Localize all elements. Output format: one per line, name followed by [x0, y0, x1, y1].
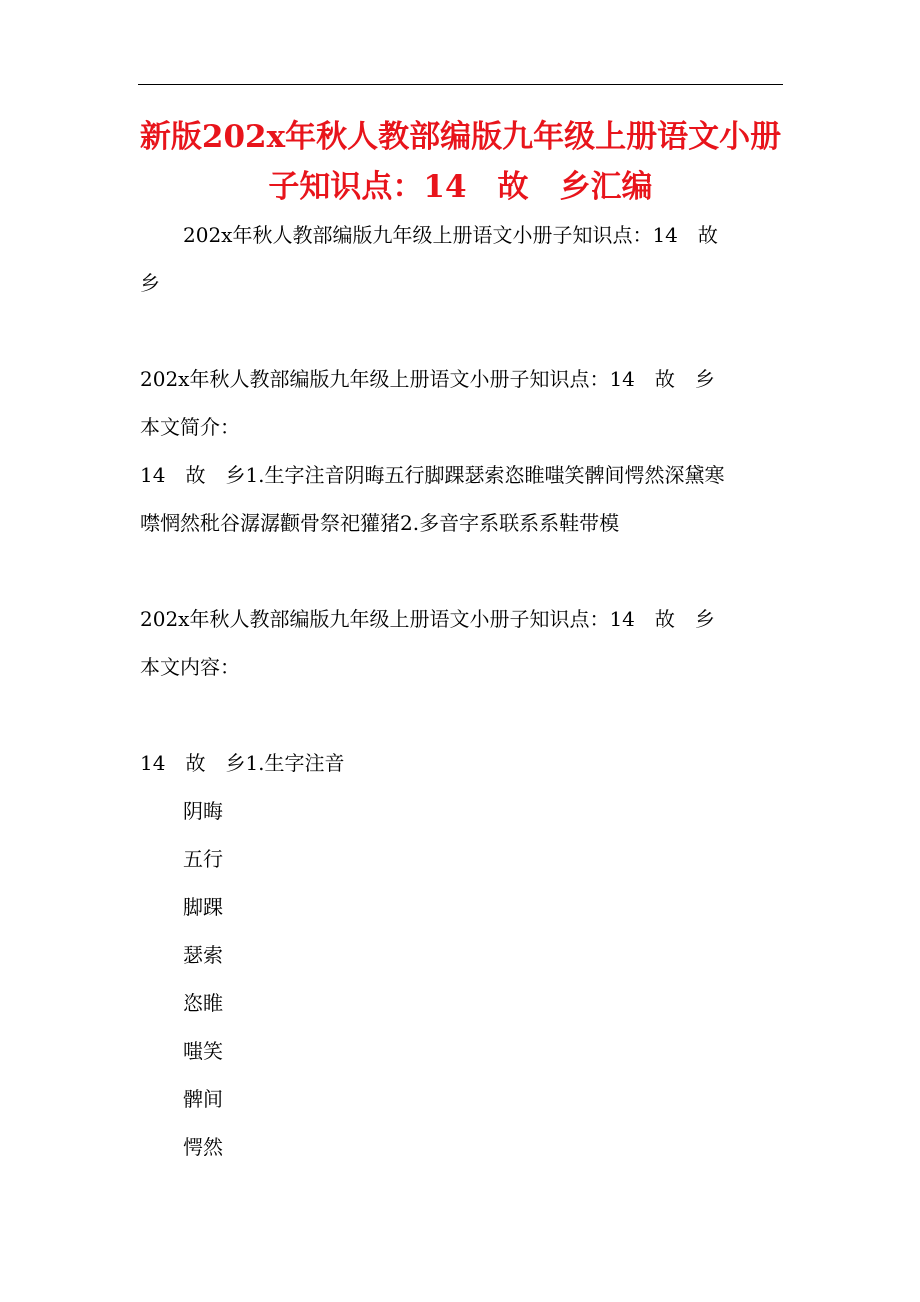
- intro-line-1: 202x年秋人教部编版九年级上册语文小册子知识点：14 故: [183, 223, 718, 247]
- section2-label: 本文内容：: [140, 655, 240, 679]
- word-item: 愕然: [183, 1135, 223, 1159]
- intro-line-2: 乡: [140, 271, 160, 295]
- document-title: [138, 112, 783, 212]
- title-line-2: 子知识点：14 故 乡汇编: [268, 169, 653, 205]
- word-item: 阴晦: [183, 799, 223, 823]
- header-rule: [138, 84, 783, 85]
- word-item: 髀间: [183, 1087, 223, 1111]
- section1-label: 本文简介：: [140, 415, 240, 439]
- word-item: 恣睢: [183, 991, 223, 1015]
- word-item: 五行: [183, 847, 223, 871]
- word-item: 脚踝: [183, 895, 223, 919]
- title-line-1: 新版202x年秋人教部编版九年级上册语文小册: [139, 119, 782, 155]
- word-item: 嗤笑: [183, 1039, 223, 1063]
- summary-line-1: 14 故 乡1.生字注音阴晦五行脚踝瑟索恣睢嗤笑髀间愕然深黛寒: [140, 463, 725, 487]
- section2-heading: 202x年秋人教部编版九年级上册语文小册子知识点：14 故 乡: [140, 607, 715, 631]
- content-heading: 14 故 乡1.生字注音: [140, 751, 345, 775]
- word-item: 瑟索: [183, 943, 223, 967]
- summary-line-2: 噤惘然秕谷潺潺颧骨祭祀獾猪2.多音字系联系系鞋带模: [140, 511, 620, 535]
- section1-heading: 202x年秋人教部编版九年级上册语文小册子知识点：14 故 乡: [140, 367, 715, 391]
